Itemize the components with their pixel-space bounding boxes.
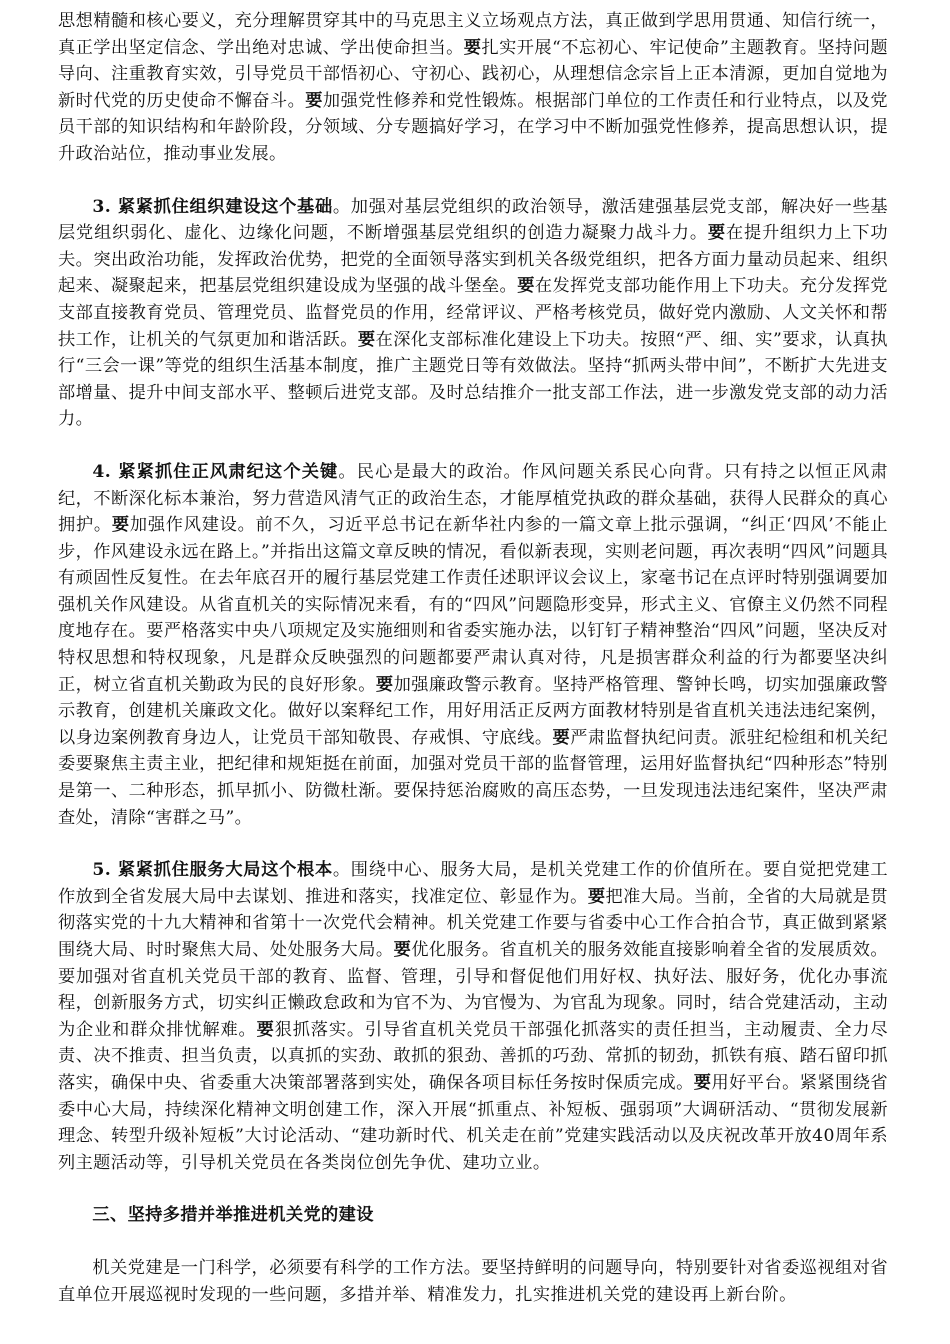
paragraph-gap xyxy=(58,433,888,459)
bold-keyword: 要 xyxy=(305,90,323,111)
paragraph-text: 在深化支部标准化建设上下功夫。按照“严、细、实”要求，认真执行“三会一课”等党的组织生活基本制度，推广主题党日等有效做法。坚持“抓两头带中间”，不断扩大先进支部增量、提升中间支部水平、整顿后进党支部。及时总结推介一批支部工作法，进一步激发党支部的动力活力。 xyxy=(58,329,888,430)
part-3-paragraph: 机关党建是一门科学，必须要有科学的工作方法。要坚持鲜明的问题导向，特别要针对省委巡视组对省直单位开展巡视时发现的一些问题，多措并举、精准发力，扎实推进机关党的建设再上新台阶。 xyxy=(58,1257,888,1305)
paragraph-gap xyxy=(58,1229,888,1255)
paragraph-gap xyxy=(58,1176,888,1202)
bold-keyword: 要 xyxy=(357,329,376,350)
paragraph-text: 用好平台。紧紧围绕省委中心大局，持续深化精神文明创建工作，深入开展“抓重点、补短板、强弱项”大调研活动、“贯彻发展新理念、转型升级补短板”大讨论活动、“建功新时代、机关走在前”党建实践活动以及庆祝改革开放40周年系列主题活动等，引导机关党员在各类岗位创先争优、建功立业。 xyxy=(58,1072,889,1173)
section-5-title: 5. 紧紧抓住服务大局这个根本 xyxy=(92,860,333,881)
paragraph-text: 严肃监督执纪问责。派驻纪检组和机关纪委要聚焦主责主业，把纪律和规矩挺在前面，加强对党员干部的监督管理，运用好监督执纪“四种形态”特别是第一、二种形态，抓早抓小、防微杜渐。要保持惩治腐败的高压态势，一旦发现违法违纪案件，坚决严肃查处，清除“害群之马”。 xyxy=(58,727,889,828)
paragraph-text: 在发挥党支部功能作用上下功夫。充分发挥党支部直接教育党员、管理党员、监督党员的作用，经常评议、严格考核党员，做好党内激励、人文关怀和帮扶工作，让机关的气氛更加和谐活跃。 xyxy=(58,276,888,350)
bold-keyword: 要 xyxy=(517,276,535,297)
bold-keyword: 要 xyxy=(693,1072,712,1093)
bold-keyword: 要 xyxy=(463,37,482,58)
bold-keyword: 要 xyxy=(256,1019,275,1040)
part-3-heading: 三、坚持多措并举推进机关党的建设 xyxy=(92,1205,374,1226)
section-3-title: 3. 紧紧抓住组织建设这个基础 xyxy=(92,196,333,217)
paragraph-text: 加强廉政警示教育。坚持严格管理、警钟长鸣，切实加强廉政警示教育，创建机关廉政文化。做好以案释纪工作，用好用活正反两方面教材特别是省直机关违法违纪案例，以身边案例教育身边人，让党员干部知敬畏、存戒惧、守底线。 xyxy=(58,674,889,748)
paragraph-text: 狠抓落实。引导省直机关党员干部强化抓落实的责任担当，主动履责、全力尽责、决不推责、担当负责，以真抓的实劲、敢抓的狠劲、善抓的巧劲、常抓的韧劲，抓铁有痕、踏石留印抓落实，确保中央、省委重大决策部署落到实处，确保各项目标任务按时保质完成。 xyxy=(58,1019,888,1093)
paragraph-text: 加强作风建设。前不久，习近平总书记在新华社内参的一篇文章上批示强调，“纠正‘四风’不能止步，作风建设永远在路上。”并指出这篇文章反映的情况，看似新表现，实则老问题，再次表明“四风”问题具有顽固性反复性。在去年底召开的履行基层党建工作责任述职评议会议上，家毫书记在点评时特别强调要加强机关作风建设。从省直机关的实际情况来看，有的“四风”问题隐形变异，形式主义、官僚主义仍然不同程度地存在。要严格落实中央八项规定及实施细则和省委实施办法，以钉钉子精神整治“四风”问题，坚决反对特权思想和特权现象，凡是群众反映强烈的问题都要严肃认真对待，凡是损害群众利益的行为都要坚决纠正，树立省直机关勤政为民的良好形象。 xyxy=(58,515,888,695)
bold-keyword: 要 xyxy=(375,674,394,695)
paragraph-text: 扎实开展“不忘初心、牢记使命”主题教育。坚持问题导向、注重教育实效，引导党员干部悟初心、守初心、践初心，从理想信念宗旨上正本清源，更加自觉地为新时代党的历史使命不懈奋斗。 xyxy=(58,37,888,111)
paragraph-text: 。围绕中心、服务大局，是机关党建工作的价值所在。要自觉把党建工作放到全省发展大局中去谋划、推进和落实，找准定位、彰显作为。 xyxy=(58,860,888,907)
paragraph-text: 思想精髓和核心要义，充分理解贯穿其中的马克思主义立场观点方法，真正做到学思用贯通、知信行统一，真正学出坚定信念、学出绝对忠诚、学出使命担当。 xyxy=(58,11,888,58)
bold-keyword: 要 xyxy=(552,727,571,748)
bold-keyword: 要 xyxy=(707,223,726,244)
paragraph-gap xyxy=(58,831,888,857)
intro-paragraph xyxy=(58,8,888,168)
bold-keyword: 要 xyxy=(587,886,606,907)
paragraph-text: 。民心是最大的政治。作风问题关系民心向背。只有持之以恒正风肃纪，不断深化标本兼治，努力营造风清气正的政治生态，才能厚植党执政的群众基础，获得人民群众的真心拥护。 xyxy=(58,461,888,536)
section-4-title: 4. 紧紧抓住正风肃纪这个关键 xyxy=(92,461,339,482)
paragraph-text: 优化服务。省直机关的服务效能直接影响着全省的发展质效。要加强对省直机关党员干部的教育、监督、管理，引导和督促他们用好权、执好法、服好务，优化办事流程，创新服务方式，切实纠正懒政怠政和为官不为、为官慢为、为官乱为现象。同时，结合党建活动，主动为企业和群众排忧解难。 xyxy=(58,940,888,1040)
section-5-paragraph xyxy=(58,857,888,1176)
paragraph-text: 把准大局。当前，全省的大局就是贯彻落实党的十九大精神和省第十一次党代会精神。机关党建工作要与省委中心工作合拍合节，真正做到紧紧围绕大局、时时聚焦大局、处处服务大局。 xyxy=(58,886,888,960)
bold-keyword: 要 xyxy=(393,940,412,960)
section-4-paragraph xyxy=(58,459,888,831)
bold-keyword: 要 xyxy=(111,515,130,536)
paragraph-text: 加强党性修养和党性锻炼。根据部门单位的工作责任和行业特点，以及党员干部的知识结构和年龄阶段，分领域、分专题搞好学习，在学习中不断加强党性修养，提高思想认识，提升政治站位，推动事业发展。 xyxy=(58,90,888,164)
paragraph-text: 。加强对基层党组织的政治领导，激活建强基层党支部，解决好一些基层党组织弱化、虚化、边缘化问题，不断增强基层党组织的创造力凝聚力战斗力。 xyxy=(58,196,888,244)
paragraph-gap xyxy=(58,168,888,194)
section-3-paragraph xyxy=(58,194,888,433)
paragraph-text: 在提升组织力上下功夫。突出政治功能，发挥政治优势，把党的全面领导落实到机关各级党组织，把各方面力量动员起来、组织起来、凝聚起来，把基层党组织建设成为坚强的战斗堡垒。 xyxy=(58,223,888,297)
